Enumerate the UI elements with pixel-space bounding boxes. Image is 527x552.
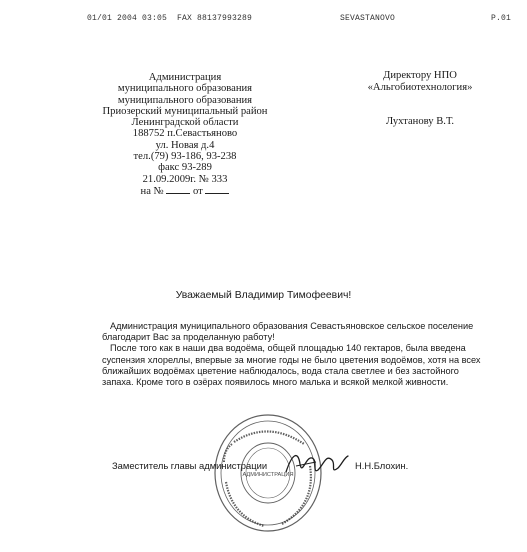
sender-line: тел.(79) 93-186, 93-238: [133, 151, 237, 163]
letter-body: [102, 321, 492, 388]
recipient-block: [330, 70, 510, 128]
body-paragraph: Администрация муниципального образования Севастьяновское сельское поселение благодарит Вас за проделанную работу!: [102, 321, 474, 343]
sender-line: муниципального образования: [117, 94, 253, 106]
reference-prefix: на №: [140, 185, 164, 197]
recipient-title: Директору НПО: [383, 70, 457, 81]
sender-address-block: [60, 72, 310, 197]
recipient-name: Лухтанову В.Т.: [385, 116, 455, 127]
fax-page-number: P.01: [491, 14, 512, 23]
reference-line: [60, 185, 310, 197]
reference-mid: от: [193, 185, 203, 197]
sender-line: Приозерский муниципальный район: [102, 105, 268, 117]
signatory-name: Н.Н.Блохин.: [355, 460, 409, 471]
recipient-organization: «Альгобиотехнология»: [367, 82, 473, 93]
letter-greeting: Уважаемый Владимир Тимофеевич!: [175, 290, 352, 301]
fax-datetime-and-number: [87, 14, 252, 23]
letter-date-number: 21.09.2009г. № 333: [142, 173, 228, 185]
sender-line: Администрация: [148, 72, 222, 83]
sender-line: муниципального образования: [117, 83, 253, 95]
sender-line: ул. Новая д.4: [155, 139, 215, 151]
sender-line: Ленинградской области: [131, 117, 239, 129]
fax-number: FAX 88137993289: [177, 14, 253, 23]
reference-number-blank: [166, 185, 190, 194]
fax-transmission-header: [0, 14, 527, 28]
fax-station: SEVASTANOVO: [340, 14, 396, 23]
sender-line: 188752 п.Севастьяново: [132, 128, 238, 140]
fax-datetime: 01/01 2004 03:05: [87, 14, 168, 23]
reference-date-blank: [205, 185, 229, 194]
handwritten-signature: [282, 446, 352, 482]
stamp-center-text: АДМИНИСТРАЦИЯ: [242, 472, 294, 478]
signatory-title: Заместитель главы администрации: [112, 460, 268, 471]
body-paragraph: После того как в наши два водоёма, общей площадью 140 гектаров, была введена суспензия хлореллы, впервые за многие годы не было цветения водоёмов, хотя на всех ближайших водоёмах цветение наблюдалось, вода стала светлее и без застойного запаха. Кроме того в озёрах появилось много малька и всякой мелкой живности.: [102, 343, 481, 388]
sender-line: факс 93-289: [158, 162, 212, 174]
